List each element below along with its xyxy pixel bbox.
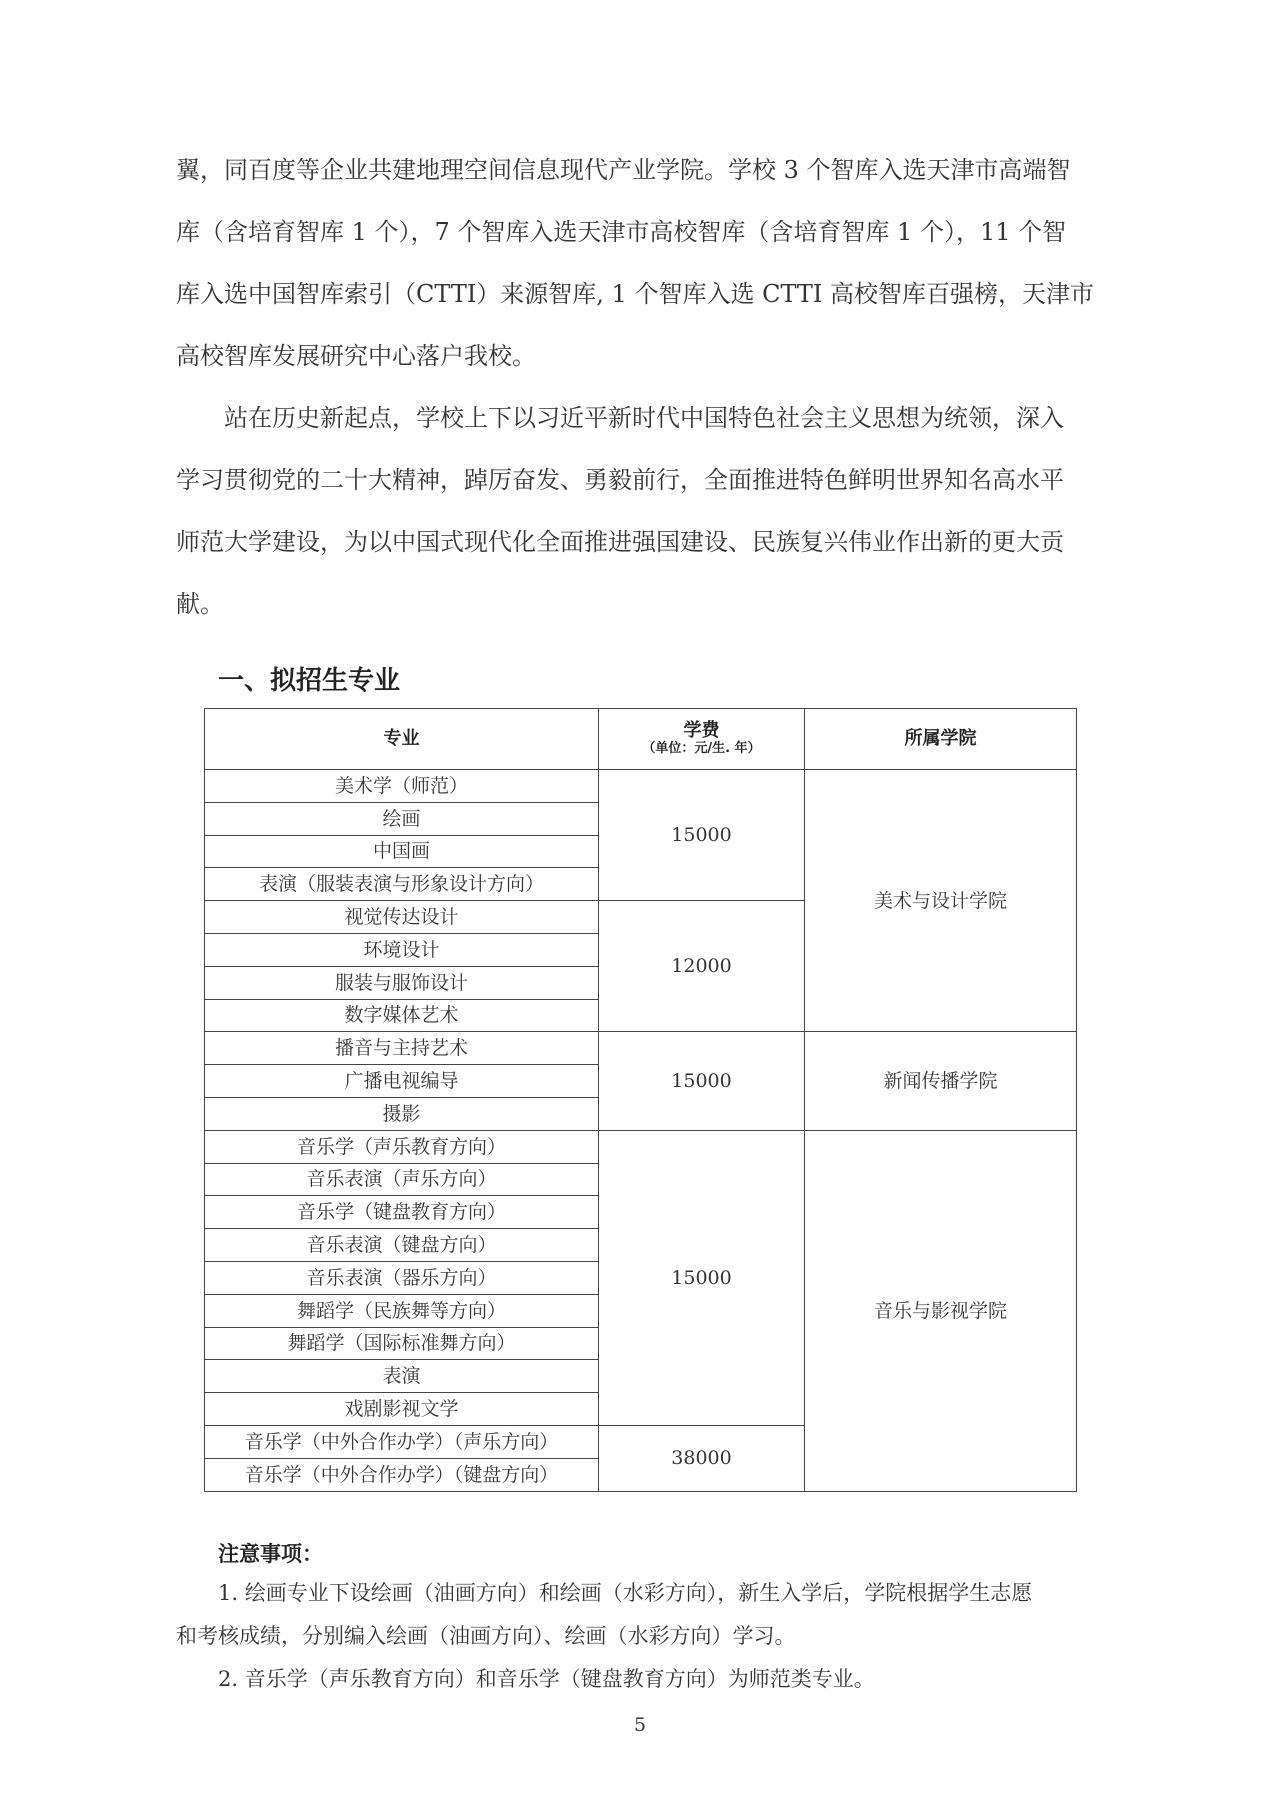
majors-table bbox=[204, 708, 1077, 1492]
table-header-row bbox=[205, 709, 1077, 770]
college-cell: 新闻传播学院 bbox=[805, 1032, 1077, 1130]
major-cell: 音乐表演（器乐方向） bbox=[205, 1261, 599, 1294]
major-cell: 音乐学（中外合作办学）（声乐方向） bbox=[205, 1425, 599, 1458]
major-cell: 音乐学（中外合作办学）（键盘方向） bbox=[205, 1458, 599, 1491]
page-number: 5 bbox=[633, 1714, 647, 1736]
college-cell: 音乐与影视学院 bbox=[805, 1130, 1077, 1491]
major-cell: 广播电视编导 bbox=[205, 1065, 599, 1098]
note-item-2: 2. 音乐学（声乐教育方向）和音乐学（键盘教育方向）为师范类专业。 bbox=[218, 1667, 875, 1691]
note-item-1-line-2: 和考核成绩，分别编入绘画（油画方向）、绘画（水彩方向）学习。 bbox=[176, 1624, 796, 1648]
intro-line-2: 库（含培育智库 1 个），7 个智库入选天津市高校智库（含培育智库 1 个），11 个智 bbox=[176, 218, 1067, 246]
vision-line-2: 学习贯彻党的二十大精神，踔厉奋发、勇毅前行，全面推进特色鲜明世界知名高水平 bbox=[176, 466, 1064, 494]
major-cell: 戏剧影视文学 bbox=[205, 1393, 599, 1426]
notes-title: 注意事项： bbox=[218, 1542, 323, 1566]
tuition-cell: 15000 bbox=[599, 1130, 805, 1425]
vision-line-1: 站在历史新起点，学校上下以习近平新时代中国特色社会主义思想为统领，深入 bbox=[224, 404, 1064, 432]
major-cell: 服装与服饰设计 bbox=[205, 966, 599, 999]
major-cell: 表演（服装表演与形象设计方向） bbox=[205, 868, 599, 901]
tuition-cell: 12000 bbox=[599, 901, 805, 1032]
major-cell: 播音与主持艺术 bbox=[205, 1032, 599, 1065]
major-cell: 舞蹈学（国际标准舞方向） bbox=[205, 1327, 599, 1360]
vision-paragraph bbox=[176, 387, 1106, 635]
major-cell: 中国画 bbox=[205, 835, 599, 868]
table-row bbox=[205, 1130, 1077, 1163]
header-tuition-unit: （单位：元/生. 年） bbox=[642, 741, 761, 756]
major-cell: 音乐表演（键盘方向） bbox=[205, 1229, 599, 1262]
major-cell: 绘画 bbox=[205, 802, 599, 835]
intro-paragraph bbox=[176, 139, 1106, 387]
major-cell: 音乐学（键盘教育方向） bbox=[205, 1196, 599, 1229]
note-item-1-line-1: 1. 绘画专业下设绘画（油画方向）和绘画（水彩方向），新生入学后，学院根据学生志愿 bbox=[218, 1581, 1033, 1605]
major-cell: 环境设计 bbox=[205, 933, 599, 966]
intro-line-4: 高校智库发展研究中心落户我校。 bbox=[176, 342, 536, 370]
major-cell: 摄影 bbox=[205, 1097, 599, 1130]
major-cell: 数字媒体艺术 bbox=[205, 999, 599, 1032]
tuition-cell: 15000 bbox=[599, 770, 805, 901]
header-college: 所属学院 bbox=[805, 709, 1077, 770]
section-title: 一、拟招生专业 bbox=[218, 666, 401, 696]
intro-line-3: 库入选中国智库索引（CTTI）来源智库, 1 个智库入选 CTTI 高校智库百强榜，天津市 bbox=[176, 280, 1095, 308]
table-row bbox=[205, 770, 1077, 803]
major-cell: 音乐学（声乐教育方向） bbox=[205, 1130, 599, 1163]
major-cell: 舞蹈学（民族舞等方向） bbox=[205, 1294, 599, 1327]
intro-line-1: 翼，同百度等企业共建地理空间信息现代产业学院。学校 3 个智库入选天津市高端智 bbox=[176, 156, 1071, 184]
vision-line-4: 献。 bbox=[176, 590, 224, 618]
notes-list bbox=[176, 1572, 1106, 1701]
college-cell: 美术与设计学院 bbox=[805, 770, 1077, 1032]
major-cell: 视觉传达设计 bbox=[205, 901, 599, 934]
header-major: 专业 bbox=[205, 709, 599, 770]
vision-line-3: 师范大学建设，为以中国式现代化全面推进强国建设、民族复兴伟业作出新的更大贡 bbox=[176, 528, 1064, 556]
major-cell: 表演 bbox=[205, 1360, 599, 1393]
major-cell: 美术学（师范） bbox=[205, 770, 599, 803]
header-tuition bbox=[599, 709, 805, 770]
header-tuition-label: 学费 bbox=[683, 720, 720, 741]
tuition-cell: 15000 bbox=[599, 1032, 805, 1130]
major-cell: 音乐表演（声乐方向） bbox=[205, 1163, 599, 1196]
table-row bbox=[205, 1032, 1077, 1065]
tuition-cell: 38000 bbox=[599, 1425, 805, 1491]
